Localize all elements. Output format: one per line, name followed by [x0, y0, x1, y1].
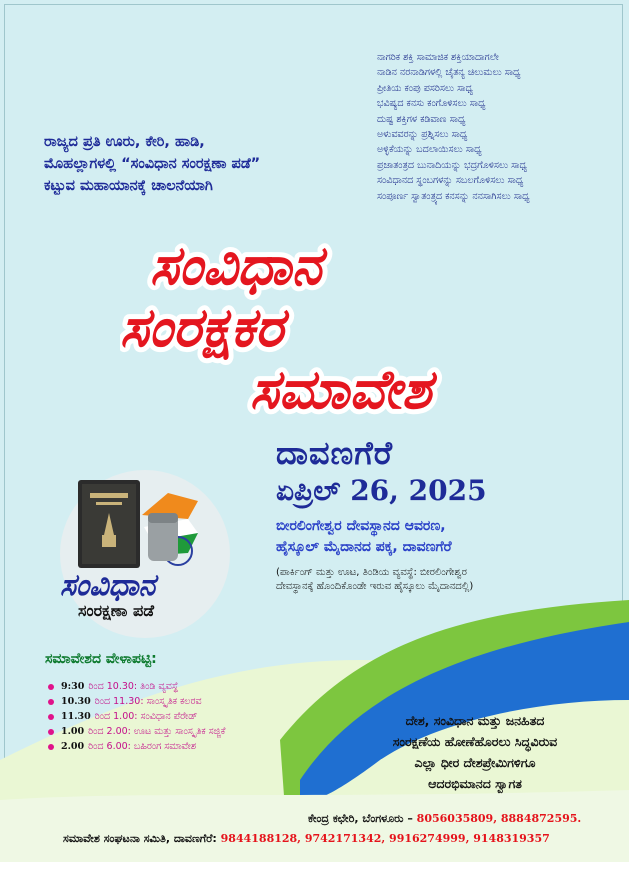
invite-line: ಸಂರಕ್ಷಣೆಯ ಹೋಣೆಹೊರಲು ಸಿದ್ಧವಿರುವ — [392, 734, 558, 749]
intro-line: ರಾಜ್ಯದ ಪ್ರತಿ ಊರು, ಕೇರಿ, ಹಾಡಿ, — [44, 134, 205, 150]
event-city: ದಾವಣಗೆರೆ — [276, 434, 394, 472]
bullet-dot — [48, 744, 54, 750]
venue-line: ಬೀರಲಿಂಗೇಶ್ವರ ದೇವಸ್ಥಾನದ ಆವರಣ, — [276, 518, 446, 534]
committee-phone-numbers[interactable]: 9844188128, 9742171342, 9916274999, 9148319357 — [220, 832, 550, 845]
bullet-dot — [48, 699, 54, 705]
slogans-list — [377, 50, 625, 204]
venue-note — [276, 566, 596, 594]
schedule-item — [48, 694, 225, 709]
slogan-line: ಅಳುವವರನ್ನು ಪ್ರಶ್ನಿಸಲು ಸಾಧ್ಯ — [377, 129, 468, 141]
title-line-2: ಸಂರಕ್ಷಕರ — [120, 296, 284, 359]
venue-note-line: ದೇವಸ್ಥಾನಕ್ಕೆ ಹೊಂದಿಕೊಂಡೇ ಇರುವ ಹೈಸ್ಕೂಲು ಮೈದಾನದಲ್ಲಿ) — [276, 581, 474, 592]
office-label: ಕೇಂದ್ರ ಕಛೇರಿ, ಬೆಂಗಳೂರು – — [308, 812, 413, 825]
wave-white-bottom — [0, 790, 629, 870]
constitution-book-and-fist-icon — [48, 475, 218, 575]
slogan-line: ಪ್ರೀತಿಯ ಕಂಪು ಪಸರಿಸಲು ಸಾಧ್ಯ — [377, 82, 473, 94]
committee-contact — [63, 832, 550, 846]
schedule-activity: ರಿಂದ 10.30: ತಿಂಡಿ ವ್ಯವಸ್ಥೆ — [88, 681, 179, 692]
slogan-line: ದುಷ್ಟ ಶಕ್ತಿಗಳ ಕಡಿವಾಣ ಸಾಧ್ಯ — [377, 113, 466, 125]
office-phone-numbers[interactable]: 8056035809, 8884872595. — [416, 812, 582, 825]
slogan-line: ಸಂವಿಧಾನದ ಸ್ಥಂಬಗಳನ್ನು ಸಬಲಗೊಳಿಸಲು ಸಾಧ್ಯ — [377, 175, 524, 187]
bullet-dot — [48, 684, 54, 690]
schedule-activity: ರಿಂದ 6.00: ಬಹಿರಂಗ ಸಮಾವೇಶ — [88, 741, 197, 752]
slogan-line: ನಾಗರಿಕ ಶಕ್ತಿ ಸಾಮಾಜಿಕ ಶಕ್ತಿಯಾದಾಗಲೇ — [377, 52, 499, 63]
invite-line: ಎಲ್ಲಾ ಧೀರ ದೇಶಪ್ರೇಮಿಗಳಿಗೂ — [414, 755, 536, 770]
slogan-line: ಸಂಪೂರ್ಣ ಸ್ವಾತಂತ್ರ್ಯದ ಕನಸನ್ನು ನನಸಾಗಿಸಲು ಸಾಧ್ಯ — [377, 190, 530, 202]
slogan-line: ಅಳ್ಳಿಕೆಯನ್ನು ಬದಲಾಯಿಸಲು ಸಾಧ್ಯ — [377, 144, 482, 156]
schedule-activity: ರಿಂದ 2.00: ಊಟ ಮತ್ತು ಸಾಂಸ್ಕೃತಿಕ ಸಜ್ಜಿಕೆ — [88, 726, 226, 737]
logo-name: ಸಂವಿಧಾನ — [60, 568, 156, 603]
invite-line: ಆದರಭಿಮಾನದ ಸ್ವಾಗತ — [428, 776, 522, 791]
logo-subtitle: ಸಂರಕ್ಷಣಾ ಪಡೆ — [78, 601, 155, 620]
title-line-3: ಸಮಾವೇಶ — [250, 358, 432, 421]
slogan-line: ಭವಿಷ್ಯದ ಕನಸು ಕಂಗೊಳಿಸಲು ಸಾಧ್ಯ — [377, 98, 486, 110]
invite-line: ದೇಶ, ಸಂವಿಧಾನ ಮತ್ತು ಜನಹಿತದ — [405, 713, 545, 728]
schedule-time: 11.30 — [61, 711, 91, 722]
intro-line: ಮೊಹಲ್ಲಾಗಳಲ್ಲಿ “ಸಂವಿಧಾನ ಸಂರಕ್ಷಣಾ ಪಡೆ” — [44, 156, 261, 172]
schedule-time: 10.30 — [61, 696, 91, 707]
event-venue — [276, 516, 606, 558]
schedule-list — [48, 679, 225, 754]
slogan-line: ಪ್ರಜಾತಂತ್ರದ ಬುನಾದಿಯನ್ನು ಭದ್ರಗೊಳಿಸಲು ಸಾಧ್ಯ — [377, 159, 527, 171]
intro-line: ಕಟ್ಟುವ ಮಹಾಯಾನಕ್ಕೆ ಚಾಲನೆಯಾಗಿ — [44, 178, 213, 194]
office-contact — [308, 812, 581, 826]
schedule-activity: ರಿಂದ 11.30: ಸಾಂಸ್ಕೃತಿಕ ಕಲರವ — [94, 696, 202, 707]
slogan-line: ನಾಡಿನ ನರನಾಡಿಗಳಲ್ಲಿ ಚೈತನ್ಯ ಚಿಲುಮಲು ಸಾಧ್ಯ — [377, 67, 521, 79]
schedule-item — [48, 709, 225, 724]
bullet-dot — [48, 714, 54, 720]
event-date: ಏಪ್ರಿಲ್ 26, 2025 — [276, 474, 487, 507]
schedule-item — [48, 724, 225, 739]
schedule-time: 1.00 — [61, 726, 85, 737]
bullet-dot — [48, 729, 54, 735]
event-title — [120, 228, 500, 428]
schedule-time: 9:30 — [61, 681, 85, 692]
title-line-1: ಸಂವಿಧಾನ — [150, 234, 322, 297]
schedule-time: 2.00 — [61, 741, 85, 752]
schedule-title: ಸಮಾವೇಶದ ವೇಳಾಪಟ್ಟಿ: — [45, 651, 157, 667]
invitation-text — [350, 710, 600, 794]
intro-text — [44, 131, 374, 197]
bottom-bar — [0, 862, 629, 870]
venue-line: ಹೈಸ್ಕೂಲ್ ಮೈದಾನದ ಪಕ್ಕ, ದಾವಣಗೆರೆ — [276, 539, 452, 555]
schedule-activity: ರಿಂದ 1.00: ಸಂವಿಧಾನ ಪೆರೇಡ್ — [94, 711, 198, 722]
venue-note-line: (ಪಾರ್ಕಿಂಗ್ ಮತ್ತು ಊಟ, ತಿಂಡಿಯ ವ್ಯವಸ್ಥೆ: ಬೀರಲಿಂಗೇಶ್ವರ — [276, 567, 467, 578]
schedule-item — [48, 739, 225, 754]
schedule-item — [48, 679, 225, 694]
committee-label: ಸಮಾವೇಶ ಸಂಘಟನಾ ಸಮಿತಿ, ದಾವಣಗೆರೆ: — [63, 832, 217, 845]
